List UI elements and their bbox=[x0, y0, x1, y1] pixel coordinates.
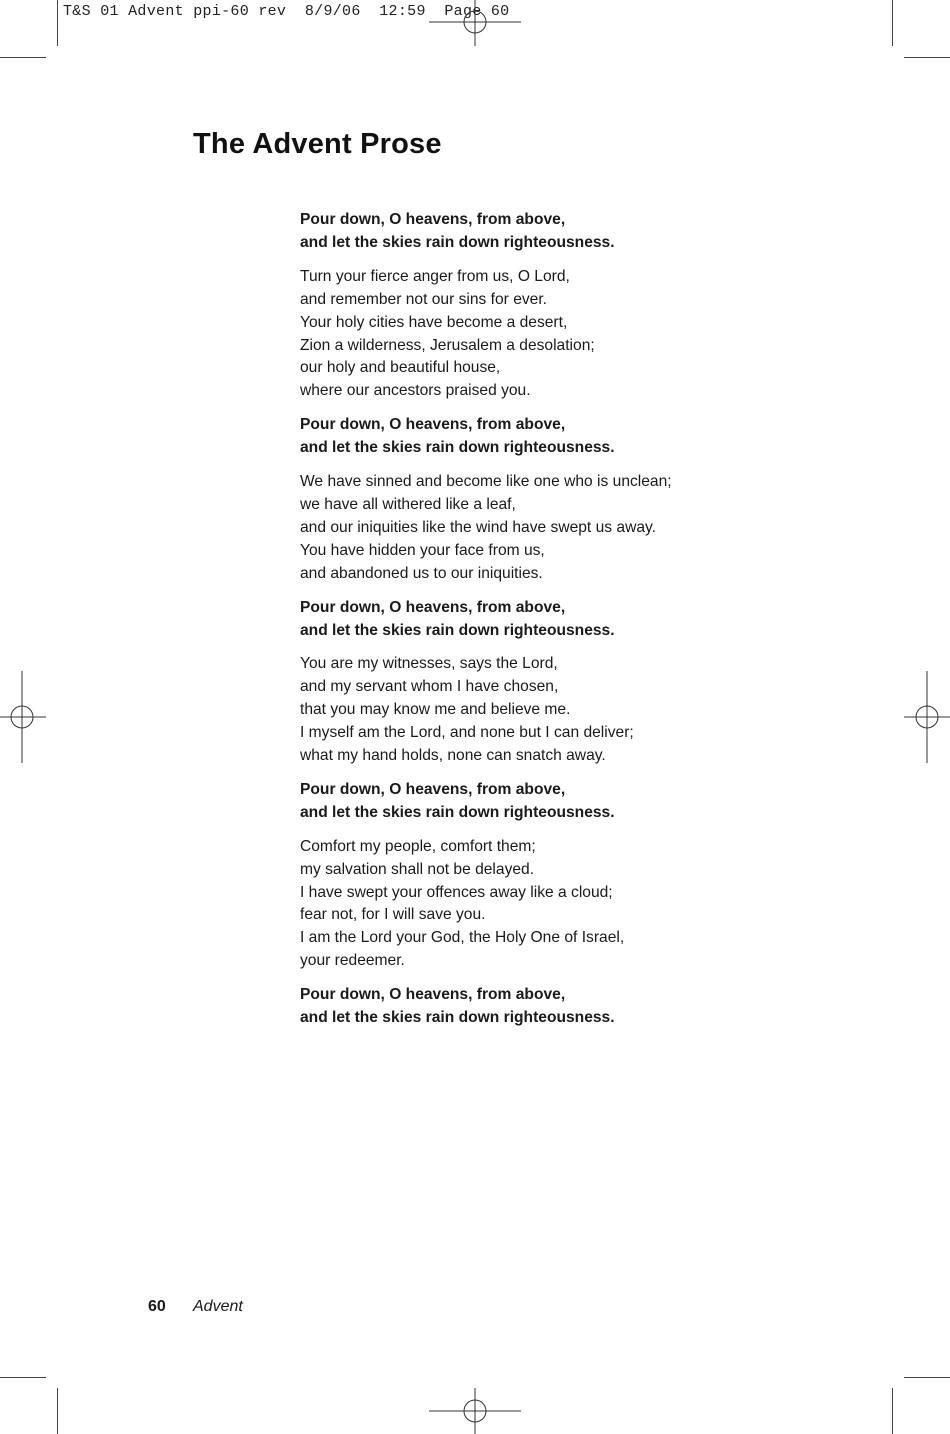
stanza-line: Turn your fierce anger from us, O Lord, bbox=[300, 267, 570, 285]
crop-mark-top-right-horizontal bbox=[904, 57, 950, 58]
stanza-line: I am the Lord your God, the Holy One of Israel, bbox=[300, 929, 625, 947]
stanza-line: You are my witnesses, says the Lord, bbox=[300, 655, 558, 673]
verse-stanza bbox=[300, 266, 720, 403]
stanza-line: and our iniquities like the wind have swept us away. bbox=[300, 518, 656, 536]
stanza-line: Comfort my people, comfort them; bbox=[300, 837, 536, 855]
stanza-line: and let the skies rain down righteousness. bbox=[300, 439, 615, 457]
crop-mark-bottom-left-horizontal bbox=[0, 1377, 46, 1378]
crop-mark-top-left-vertical bbox=[57, 0, 58, 46]
response-stanza bbox=[300, 984, 720, 1030]
stanza-line: and let the skies rain down righteousness. bbox=[300, 1009, 615, 1027]
stanza-line: that you may know me and believe me. bbox=[300, 701, 571, 719]
stanza-line: fear not, for I will save you. bbox=[300, 906, 486, 924]
stanza-line: Zion a wilderness, Jerusalem a desolation; bbox=[300, 336, 595, 354]
printer-slug: T&S 01 Advent ppi-60 rev 8/9/06 12:59 Page 60 bbox=[63, 3, 510, 20]
stanza-line: Pour down, O heavens, from above, bbox=[300, 780, 566, 798]
section-name: Advent bbox=[193, 1298, 243, 1315]
stanza-line: and let the skies rain down righteousness. bbox=[300, 803, 615, 821]
response-stanza bbox=[300, 597, 720, 643]
stanza-line: I have swept your offences away like a cloud; bbox=[300, 883, 613, 901]
stanza-line: and my servant whom I have chosen, bbox=[300, 678, 559, 696]
stanza-line: Your holy cities have become a desert, bbox=[300, 313, 568, 331]
registration-mark-bottom-icon bbox=[429, 1388, 521, 1434]
crop-mark-bottom-right-vertical bbox=[892, 1388, 893, 1434]
stanza-line: and let the skies rain down righteousness. bbox=[300, 621, 615, 639]
verse-stanza bbox=[300, 653, 720, 768]
registration-mark-left-icon bbox=[0, 671, 46, 763]
stanza-line: Pour down, O heavens, from above, bbox=[300, 211, 566, 228]
stanza-line: You have hidden your face from us, bbox=[300, 541, 545, 559]
stanza-line: where our ancestors praised you. bbox=[300, 382, 531, 400]
verse-stanza bbox=[300, 471, 720, 586]
stanza-line: what my hand holds, none can snatch away. bbox=[300, 747, 606, 765]
verse-stanza bbox=[300, 836, 720, 973]
stanza-line: Pour down, O heavens, from above, bbox=[300, 416, 566, 434]
response-stanza bbox=[300, 209, 720, 255]
stanza-line: my salvation shall not be delayed. bbox=[300, 860, 535, 878]
page-number: 60 bbox=[148, 1298, 166, 1315]
stanza-line: our holy and beautiful house, bbox=[300, 359, 501, 377]
stanza-line: We have sinned and become like one who is unclean; bbox=[300, 473, 672, 491]
stanza-line: Pour down, O heavens, from above, bbox=[300, 598, 566, 616]
stanza-line: and abandoned us to our iniquities. bbox=[300, 564, 543, 582]
advent-prose-text bbox=[300, 209, 720, 1041]
crop-mark-top-left-horizontal bbox=[0, 57, 46, 58]
page-title: The Advent Prose bbox=[193, 128, 442, 160]
stanza-line: we have all withered like a leaf, bbox=[300, 495, 516, 513]
registration-mark-right-icon bbox=[904, 671, 950, 763]
stanza-line: and remember not our sins for ever. bbox=[300, 290, 548, 308]
response-stanza bbox=[300, 414, 720, 460]
registration-mark-top-icon bbox=[429, 0, 521, 46]
stanza-line: Pour down, O heavens, from above, bbox=[300, 986, 566, 1004]
stanza-line: and let the skies rain down righteousness. bbox=[300, 233, 615, 251]
stanza-line: I myself am the Lord, and none but I can deliver; bbox=[300, 724, 634, 742]
crop-mark-bottom-right-horizontal bbox=[904, 1377, 950, 1378]
crop-mark-bottom-left-vertical bbox=[57, 1388, 58, 1434]
response-stanza bbox=[300, 779, 720, 825]
stanza-line: your redeemer. bbox=[300, 952, 405, 970]
crop-mark-top-right-vertical bbox=[892, 0, 893, 46]
